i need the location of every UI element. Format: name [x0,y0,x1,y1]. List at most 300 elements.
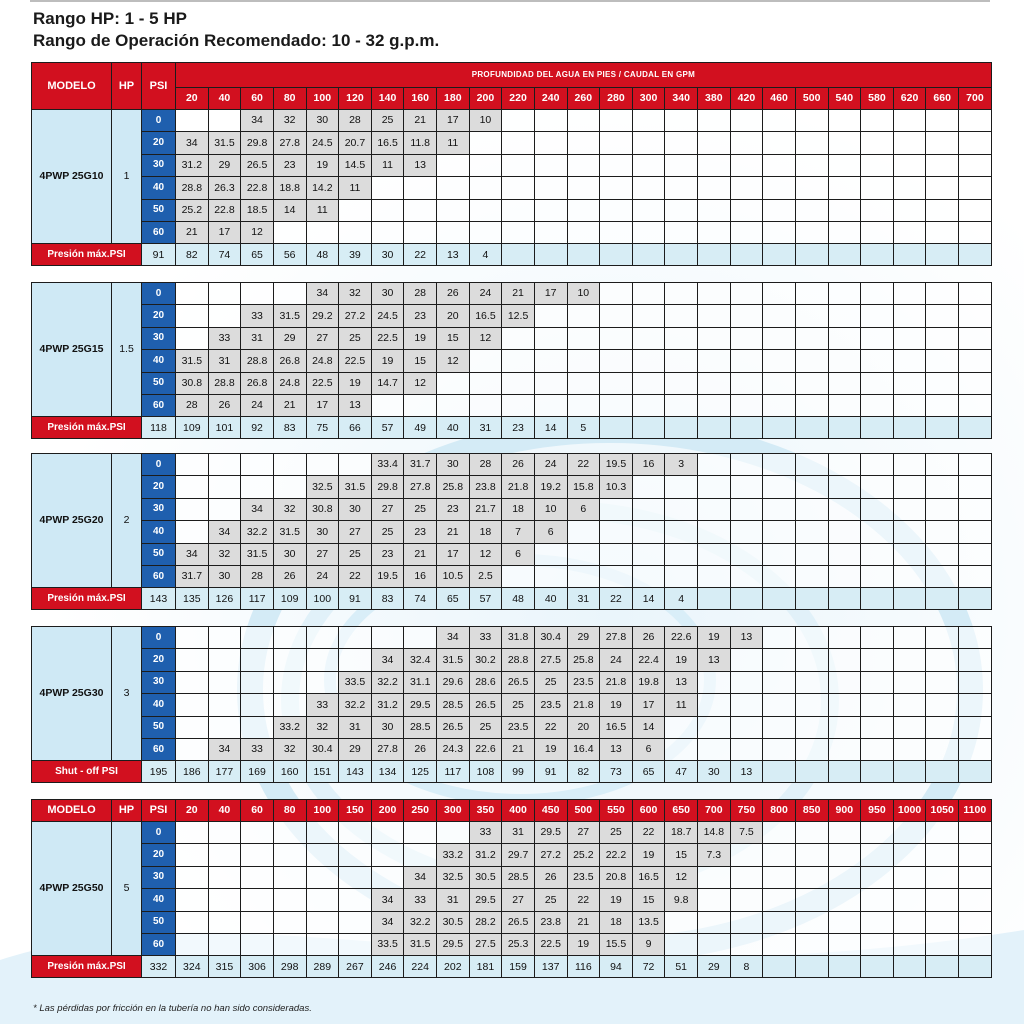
flow-cell: 27.2 [339,305,372,327]
flow-cell: 13 [600,738,633,760]
flow-cell [926,498,959,520]
flow-cell [176,521,209,543]
model-name: 4PWP 25G30 [32,627,112,761]
flow-cell [306,822,339,844]
flow-cell [208,671,241,693]
psi-cell: 60 [142,933,176,955]
flow-cell [959,911,992,933]
depth-column-header: 540 [828,88,861,110]
flow-cell [926,738,959,760]
max-pressure-value [795,417,828,439]
table-row [32,199,992,221]
max-pressure-value: 48 [306,244,339,266]
flow-cell [698,866,731,888]
max-pressure-value: 49 [404,417,437,439]
flow-cell: 23 [404,305,437,327]
flow-cell: 25 [371,521,404,543]
max-pressure-value: 126 [208,588,241,610]
flow-cell [926,394,959,416]
max-pressure-value: 40 [437,417,470,439]
flow-cell [893,889,926,911]
flow-cell [795,844,828,866]
flow-cell [795,911,828,933]
max-pressure-value: 48 [502,588,535,610]
flow-cell: 11 [339,177,372,199]
flow-cell [176,498,209,520]
flow-cell: 25 [600,822,633,844]
flow-cell: 27 [502,889,535,911]
flow-cell [306,671,339,693]
max-pressure-value: 101 [208,417,241,439]
flow-cell [534,221,567,243]
flow-cell [339,221,372,243]
table-row [32,933,992,955]
max-pressure-value: 91 [339,588,372,610]
flow-cell [763,866,796,888]
flow-cell [730,716,763,738]
flow-cell: 32 [273,498,306,520]
table-row [32,476,992,498]
depth-column-header: 20 [176,800,209,822]
flow-cell [795,154,828,176]
max-pressure-label: Presión máx.PSI [32,417,142,439]
flow-cell [632,110,665,132]
flow-cell: 23 [404,521,437,543]
flow-cell: 25 [339,543,372,565]
flow-cell [567,327,600,349]
flow-cell [306,844,339,866]
flow-cell: 29.5 [534,822,567,844]
flow-cell [208,110,241,132]
flow-cell [437,177,470,199]
flow-cell: 28.6 [469,671,502,693]
table-row [32,327,992,349]
max-pressure-value: 137 [534,956,567,978]
flow-cell: 6 [502,543,535,565]
flow-cell: 31.7 [176,565,209,587]
flow-cell [176,283,209,305]
flow-cell [600,327,633,349]
flow-cell: 25.2 [567,844,600,866]
flow-cell [698,221,731,243]
flow-cell: 11 [665,694,698,716]
flow-cell [926,132,959,154]
flow-cell [763,350,796,372]
max-pressure-value: 100 [306,588,339,610]
depth-column-header: 1000 [893,800,926,822]
flow-cell: 32 [273,110,306,132]
flow-cell [665,394,698,416]
flow-cell: 12 [241,221,274,243]
flow-cell [959,498,992,520]
flow-cell [567,110,600,132]
flow-cell [534,110,567,132]
max-pressure-value: 134 [371,761,404,783]
flow-cell [828,844,861,866]
flow-cell [959,305,992,327]
flow-cell: 19 [665,649,698,671]
flow-cell [926,716,959,738]
hp-range-title: Rango HP: 1 - 5 HP [33,9,187,28]
flow-cell [698,454,731,476]
flow-cell [176,671,209,693]
flow-cell: 22 [632,822,665,844]
flow-cell [795,327,828,349]
flow-cell [698,694,731,716]
flow-cell [339,454,372,476]
max-pressure-value: 151 [306,761,339,783]
flow-cell [926,844,959,866]
max-pressure-value: 177 [208,761,241,783]
max-pressure-value: 109 [273,588,306,610]
flow-cell [241,844,274,866]
flow-cell [404,221,437,243]
flow-cell [861,889,894,911]
flow-cell [665,283,698,305]
max-pressure-value: 298 [273,956,306,978]
flow-cell: 20 [567,716,600,738]
flow-cell [828,822,861,844]
flow-cell [861,521,894,543]
flow-cell [730,866,763,888]
flow-cell [861,738,894,760]
flow-cell [861,822,894,844]
flow-cell [600,110,633,132]
max-pressure-value: 125 [404,761,437,783]
flow-cell [926,350,959,372]
flow-cell [828,671,861,693]
flow-cell [795,498,828,520]
flow-cell [828,454,861,476]
max-pressure-value [698,417,731,439]
flow-cell [698,350,731,372]
max-pressure-value: 40 [534,588,567,610]
flow-cell [861,476,894,498]
flow-cell [893,283,926,305]
flow-cell [273,694,306,716]
flow-cell [861,498,894,520]
flow-cell [469,177,502,199]
header-psi: PSI [142,63,176,110]
flow-cell [698,933,731,955]
max-pressure-value: 8 [730,956,763,978]
flow-cell [959,933,992,955]
flow-cell: 9.8 [665,889,698,911]
depth-column-header: 150 [339,800,372,822]
flow-cell [828,283,861,305]
flow-cell [632,199,665,221]
flow-cell: 19 [567,933,600,955]
flow-cell [828,199,861,221]
flow-cell [893,372,926,394]
flow-cell [893,911,926,933]
flow-cell [273,911,306,933]
flow-cell [795,454,828,476]
flow-cell [437,822,470,844]
flow-cell: 26 [404,738,437,760]
table-row [32,221,992,243]
flow-cell [698,305,731,327]
flow-cell: 26 [437,283,470,305]
flow-cell [665,738,698,760]
flow-cell [959,327,992,349]
max-pressure-value [795,956,828,978]
flow-cell [502,177,535,199]
flow-cell [534,305,567,327]
flow-cell [567,177,600,199]
max-pressure-value: 22 [600,588,633,610]
flow-cell [632,521,665,543]
flow-cell [241,822,274,844]
flow-cell [665,543,698,565]
psi-cell: 30 [142,154,176,176]
max-pressure-value [828,956,861,978]
flow-cell: 32.5 [306,476,339,498]
flow-cell [926,177,959,199]
flow-cell [959,283,992,305]
flow-cell [241,671,274,693]
flow-cell [208,844,241,866]
flow-cell [567,154,600,176]
flow-cell [795,110,828,132]
max-pressure-value [893,417,926,439]
flow-cell: 31.5 [273,521,306,543]
flow-cell: 20.8 [600,866,633,888]
flow-cell [828,372,861,394]
depth-column-header: 350 [469,800,502,822]
header-psi: PSI [142,800,176,822]
flow-cell: 29.2 [306,305,339,327]
flow-cell: 19 [404,327,437,349]
flow-cell: 27.8 [371,738,404,760]
flow-cell [273,221,306,243]
flow-cell [763,372,796,394]
flow-cell: 2.5 [469,565,502,587]
flow-cell: 24.5 [371,305,404,327]
flow-cell: 21 [273,394,306,416]
flow-cell [176,476,209,498]
depth-column-header: 80 [273,88,306,110]
flow-cell [698,498,731,520]
flow-cell [861,350,894,372]
flow-cell [632,476,665,498]
flow-cell [339,844,372,866]
flow-cell [437,154,470,176]
max-pressure-row [32,588,992,610]
flow-cell: 31 [241,327,274,349]
max-pressure-value: 186 [176,761,209,783]
flow-cell: 31.2 [176,154,209,176]
flow-cell: 34 [371,649,404,671]
flow-cell: 30.8 [176,372,209,394]
flow-cell: 21 [502,283,535,305]
flow-cell [926,305,959,327]
flow-cell [534,565,567,587]
flow-cell [861,671,894,693]
flow-cell [763,738,796,760]
flow-cell: 16.5 [600,716,633,738]
psi-cell: 0 [142,822,176,844]
operation-range-title: Rango de Operación Recomendado: 10 - 32 g.p.m. [33,31,440,50]
flow-cell: 28.2 [469,911,502,933]
flow-cell [665,221,698,243]
flow-cell: 16 [632,454,665,476]
depth-column-header: 80 [273,800,306,822]
flow-cell [176,649,209,671]
flow-cell [959,866,992,888]
flow-cell [469,154,502,176]
flow-cell: 27 [306,543,339,565]
flow-cell [730,350,763,372]
flow-cell: 19 [534,738,567,760]
flow-cell [763,498,796,520]
flow-cell [893,305,926,327]
max-pressure-value: 14 [534,417,567,439]
flow-cell: 21.8 [502,476,535,498]
flow-cell: 23 [437,498,470,520]
flow-cell [176,110,209,132]
psi-cell: 20 [142,476,176,498]
max-pressure-value [763,588,796,610]
max-pressure-row [32,761,992,783]
flow-cell: 21.7 [469,498,502,520]
flow-cell [306,221,339,243]
flow-cell: 30 [273,543,306,565]
flow-cell [698,565,731,587]
flow-cell [176,889,209,911]
flow-cell [763,454,796,476]
flow-cell [665,154,698,176]
max-pressure-label: Presión máx.PSI [32,244,142,266]
max-pressure-value [828,244,861,266]
flow-cell: 27 [371,498,404,520]
flow-cell [828,649,861,671]
model-hp: 3 [112,627,142,761]
flow-cell [665,372,698,394]
flow-cell: 14 [273,199,306,221]
depth-column-header: 60 [241,800,274,822]
psi-cell: 20 [142,649,176,671]
flow-cell [600,177,633,199]
max-pressure-value [502,244,535,266]
flow-cell: 26.5 [502,671,535,693]
max-pressure-row [32,244,992,266]
flow-cell: 23.5 [567,866,600,888]
flow-cell: 28 [241,565,274,587]
flow-cell [404,627,437,649]
flow-cell [959,521,992,543]
max-pressure-value [861,244,894,266]
flow-cell [763,933,796,955]
flow-cell [959,199,992,221]
depth-column-header: 950 [861,800,894,822]
table-row [32,132,992,154]
flow-cell: 16.5 [632,866,665,888]
flow-cell [241,694,274,716]
flow-cell [959,394,992,416]
depth-column-header: 120 [339,88,372,110]
flow-cell: 30 [339,498,372,520]
depth-column-header: 550 [600,800,633,822]
flow-cell [208,283,241,305]
flow-cell [795,565,828,587]
table-row [32,911,992,933]
flow-cell [763,627,796,649]
spec-table-4pwp-25g30 [31,626,992,783]
flow-cell [534,177,567,199]
flow-cell [273,933,306,955]
flow-cell [763,844,796,866]
flow-cell: 34 [371,911,404,933]
max-pressure-value [763,244,796,266]
flow-cell [828,132,861,154]
flow-cell: 24 [241,394,274,416]
flow-cell: 34 [176,543,209,565]
flow-cell: 19 [371,350,404,372]
flow-cell [600,350,633,372]
flow-cell: 29.5 [469,889,502,911]
top-divider [30,0,990,2]
flow-cell: 21 [437,521,470,543]
flow-cell: 26 [273,565,306,587]
flow-cell [959,822,992,844]
model-hp: 5 [112,822,142,956]
flow-cell [208,454,241,476]
table-row [32,110,992,132]
flow-cell [893,476,926,498]
flow-cell [730,543,763,565]
max-pressure-value [665,417,698,439]
flow-cell: 7 [502,521,535,543]
flow-cell [926,565,959,587]
depth-column-header: 1050 [926,800,959,822]
flow-cell [404,199,437,221]
flow-cell [534,543,567,565]
flow-cell [861,716,894,738]
flow-cell [698,738,731,760]
flow-cell [241,627,274,649]
flow-cell: 30.5 [469,866,502,888]
flow-cell [959,110,992,132]
max-pressure-value: 51 [665,956,698,978]
flow-cell [730,154,763,176]
flow-cell: 29.5 [437,933,470,955]
psi-cell: 40 [142,177,176,199]
flow-cell: 25 [404,498,437,520]
depth-column-header: 380 [698,88,731,110]
flow-cell [763,649,796,671]
psi-cell: 0 [142,454,176,476]
max-pressure-value [959,956,992,978]
max-pressure-value [698,244,731,266]
flow-cell: 13.5 [632,911,665,933]
table-row [32,822,992,844]
psi-cell: 20 [142,305,176,327]
flow-cell: 6 [534,521,567,543]
flow-cell [176,327,209,349]
flow-cell [567,521,600,543]
flow-cell: 10 [567,283,600,305]
flow-cell: 19.8 [632,671,665,693]
depth-column-header: 900 [828,800,861,822]
flow-cell: 22.6 [469,738,502,760]
max-pressure-value: 73 [600,761,633,783]
flow-cell [534,350,567,372]
flow-cell [795,627,828,649]
flow-cell: 11 [371,154,404,176]
flow-cell: 23.5 [502,716,535,738]
flow-cell: 31.7 [404,454,437,476]
